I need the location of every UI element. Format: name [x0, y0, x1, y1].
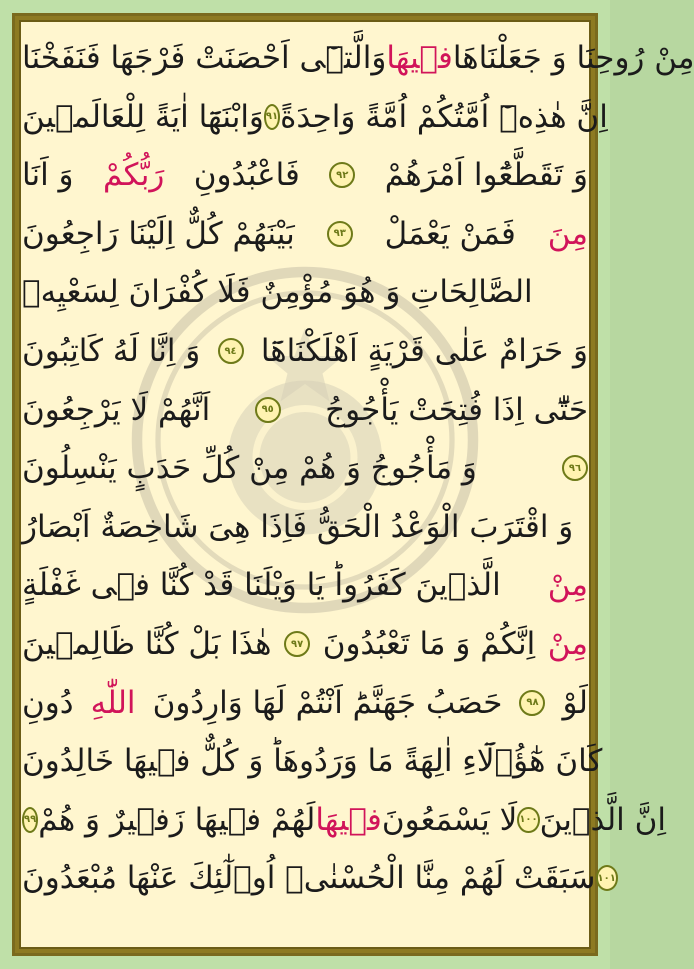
text-line [20, 28, 694, 88]
verse-text: حَتّٰٓى اِذَا فُتِحَتْ يَأْجُوجُ [325, 391, 588, 428]
verse-text: هٰذَا بَلْ كُنَّا ظَالِمٖينَ [22, 626, 272, 662]
verse-text: وَ اِنَّا لَهُ كَاتِبُونَ [22, 333, 201, 369]
text-line [20, 87, 608, 147]
highlighted-word: فٖيهَا [315, 801, 382, 838]
verse-text: لَوْ [562, 684, 588, 721]
text-line [20, 321, 590, 381]
verse-number-marker [22, 807, 38, 833]
text-line [20, 555, 590, 615]
highlighted-word: فٖيهَا [386, 40, 453, 76]
verse-number: ٩٦ [568, 462, 582, 474]
verse-text: وَالَّتٖٓى اَحْصَنَتْ فَرْجَهَا فَنَفَخْنَا [22, 40, 387, 76]
verse-number-marker [218, 338, 244, 364]
verse-number-marker [284, 631, 310, 657]
text-line [20, 380, 590, 440]
verse-text: وَ اقْتَرَبَ الْوَعْدُ الْحَقُّ فَاِذَا هِىَ شَاخِصَةٌ اَبْصَارُ [22, 508, 574, 545]
verse-text: كَانَ هٰٓؤُ۬لَٓاءِ اٰلِهَةً مَا وَرَدُوهَاؕ وَ كُلٌّ فٖيهَا خَالِدُونَ [22, 743, 603, 780]
text-line [20, 790, 667, 850]
highlighted-word: رَبُّكُمْ [102, 157, 165, 194]
verse-text: لَا يَسْمَعُونَ [381, 801, 518, 838]
verse-text: فَمَنْ يَعْمَلْ [384, 215, 516, 252]
verse-text: وَ اَنَا [22, 157, 74, 194]
text-line [20, 204, 590, 264]
verse-number: ٩١ [265, 111, 279, 123]
verse-number: ١٠٠ [519, 814, 538, 826]
verse-number-marker [327, 221, 353, 247]
verse-text: سَبَقَتْ لَهُمْ مِنَّا الْحُسْنٰىۙ اُو۬لٰٓئِكَ عَنْهَا مُبْعَدُونَ [22, 860, 596, 897]
verse-text: حَصَبُ جَهَنَّمَؕ اَنْتُمْ لَهَا وَارِدُونَ [152, 684, 503, 721]
verse-text: الصَّالِحَاتِ وَ هُوَ مُؤْمِنٌ فَلَا كُفْرَانَ لِسَعْيِهٖ [22, 274, 533, 311]
highlighted-word: مِنَ [547, 215, 588, 252]
text-line [20, 262, 590, 322]
verse-number: ١٠١ [597, 872, 616, 884]
verse-number: ٩٨ [526, 697, 539, 709]
text-line [20, 848, 616, 908]
verse-text: وَ تَقَطَّعُٓوا اَمْرَهُمْ [384, 157, 588, 194]
verse-number-marker [596, 865, 618, 891]
verse-number: ٩٩ [24, 814, 37, 826]
text-line [20, 438, 590, 498]
verse-number-marker [255, 397, 281, 423]
verse-number-marker [562, 455, 588, 481]
text-line [20, 497, 590, 557]
text-line [20, 614, 590, 674]
verse-text: مِنْ رُوحِنَا وَ جَعَلْنَاهَا [452, 40, 694, 76]
verse-text: اِنَّ هٰذِهٖٓ اُمَّتُكُمْ اُمَّةً وَاحِدَةً [280, 98, 608, 135]
quran-page [20, 20, 694, 949]
verse-number: ٩٣ [333, 228, 346, 240]
verse-text: اَنَّهُمْ لَا يَرْجِعُونَ [22, 391, 211, 428]
text-line [20, 731, 603, 791]
highlighted-word: اللّٰهِ [90, 684, 136, 721]
verse-text: اِنَّ الَّذٖينَ [539, 801, 667, 838]
text-line [20, 673, 590, 733]
verse-text: وَ مَأْجُوجُ وَ هُمْ مِنْ كُلِّ حَدَبٍ يَنْسِلُونَ [22, 450, 477, 487]
highlighted-word: مِنْ [547, 626, 588, 662]
text-line [20, 145, 590, 205]
verse-text: وَابْنَهَٓا اٰيَةً لِلْعَالَمٖينَ [22, 98, 264, 135]
verse-number-marker [264, 104, 280, 130]
verse-number: ٩٥ [261, 404, 274, 416]
verse-number-marker [519, 690, 545, 716]
verse-text: اِنَّكُمْ وَ مَا تَعْبُدُونَ [322, 626, 536, 662]
verse-number-marker [329, 162, 355, 188]
verse-number-marker [517, 807, 539, 833]
verse-text: دُونِ [22, 684, 74, 721]
verse-number: ٩٤ [224, 345, 237, 357]
verse-number: ٩٧ [291, 638, 304, 650]
verse-text: الَّذٖينَ كَفَرُواؕ يَا وَيْلَنَا قَدْ كُنَّا فٖى غَفْلَةٍ [22, 567, 501, 604]
verse-number: ٩٢ [336, 169, 349, 181]
verse-text: وَ حَرَامٌ عَلٰى قَرْيَةٍ اَهْلَكْنَاهَٓا [260, 333, 588, 369]
verse-text: لَهُمْ فٖيهَا زَفٖيرٌ وَ هُمْ [38, 801, 316, 838]
verse-text: فَاعْبُدُونِ [193, 157, 300, 194]
verse-text: بَيْنَهُمْ كُلٌّ اِلَيْنَا رَاجِعُونَ [22, 215, 295, 252]
highlighted-word: مِنْ [547, 567, 588, 604]
